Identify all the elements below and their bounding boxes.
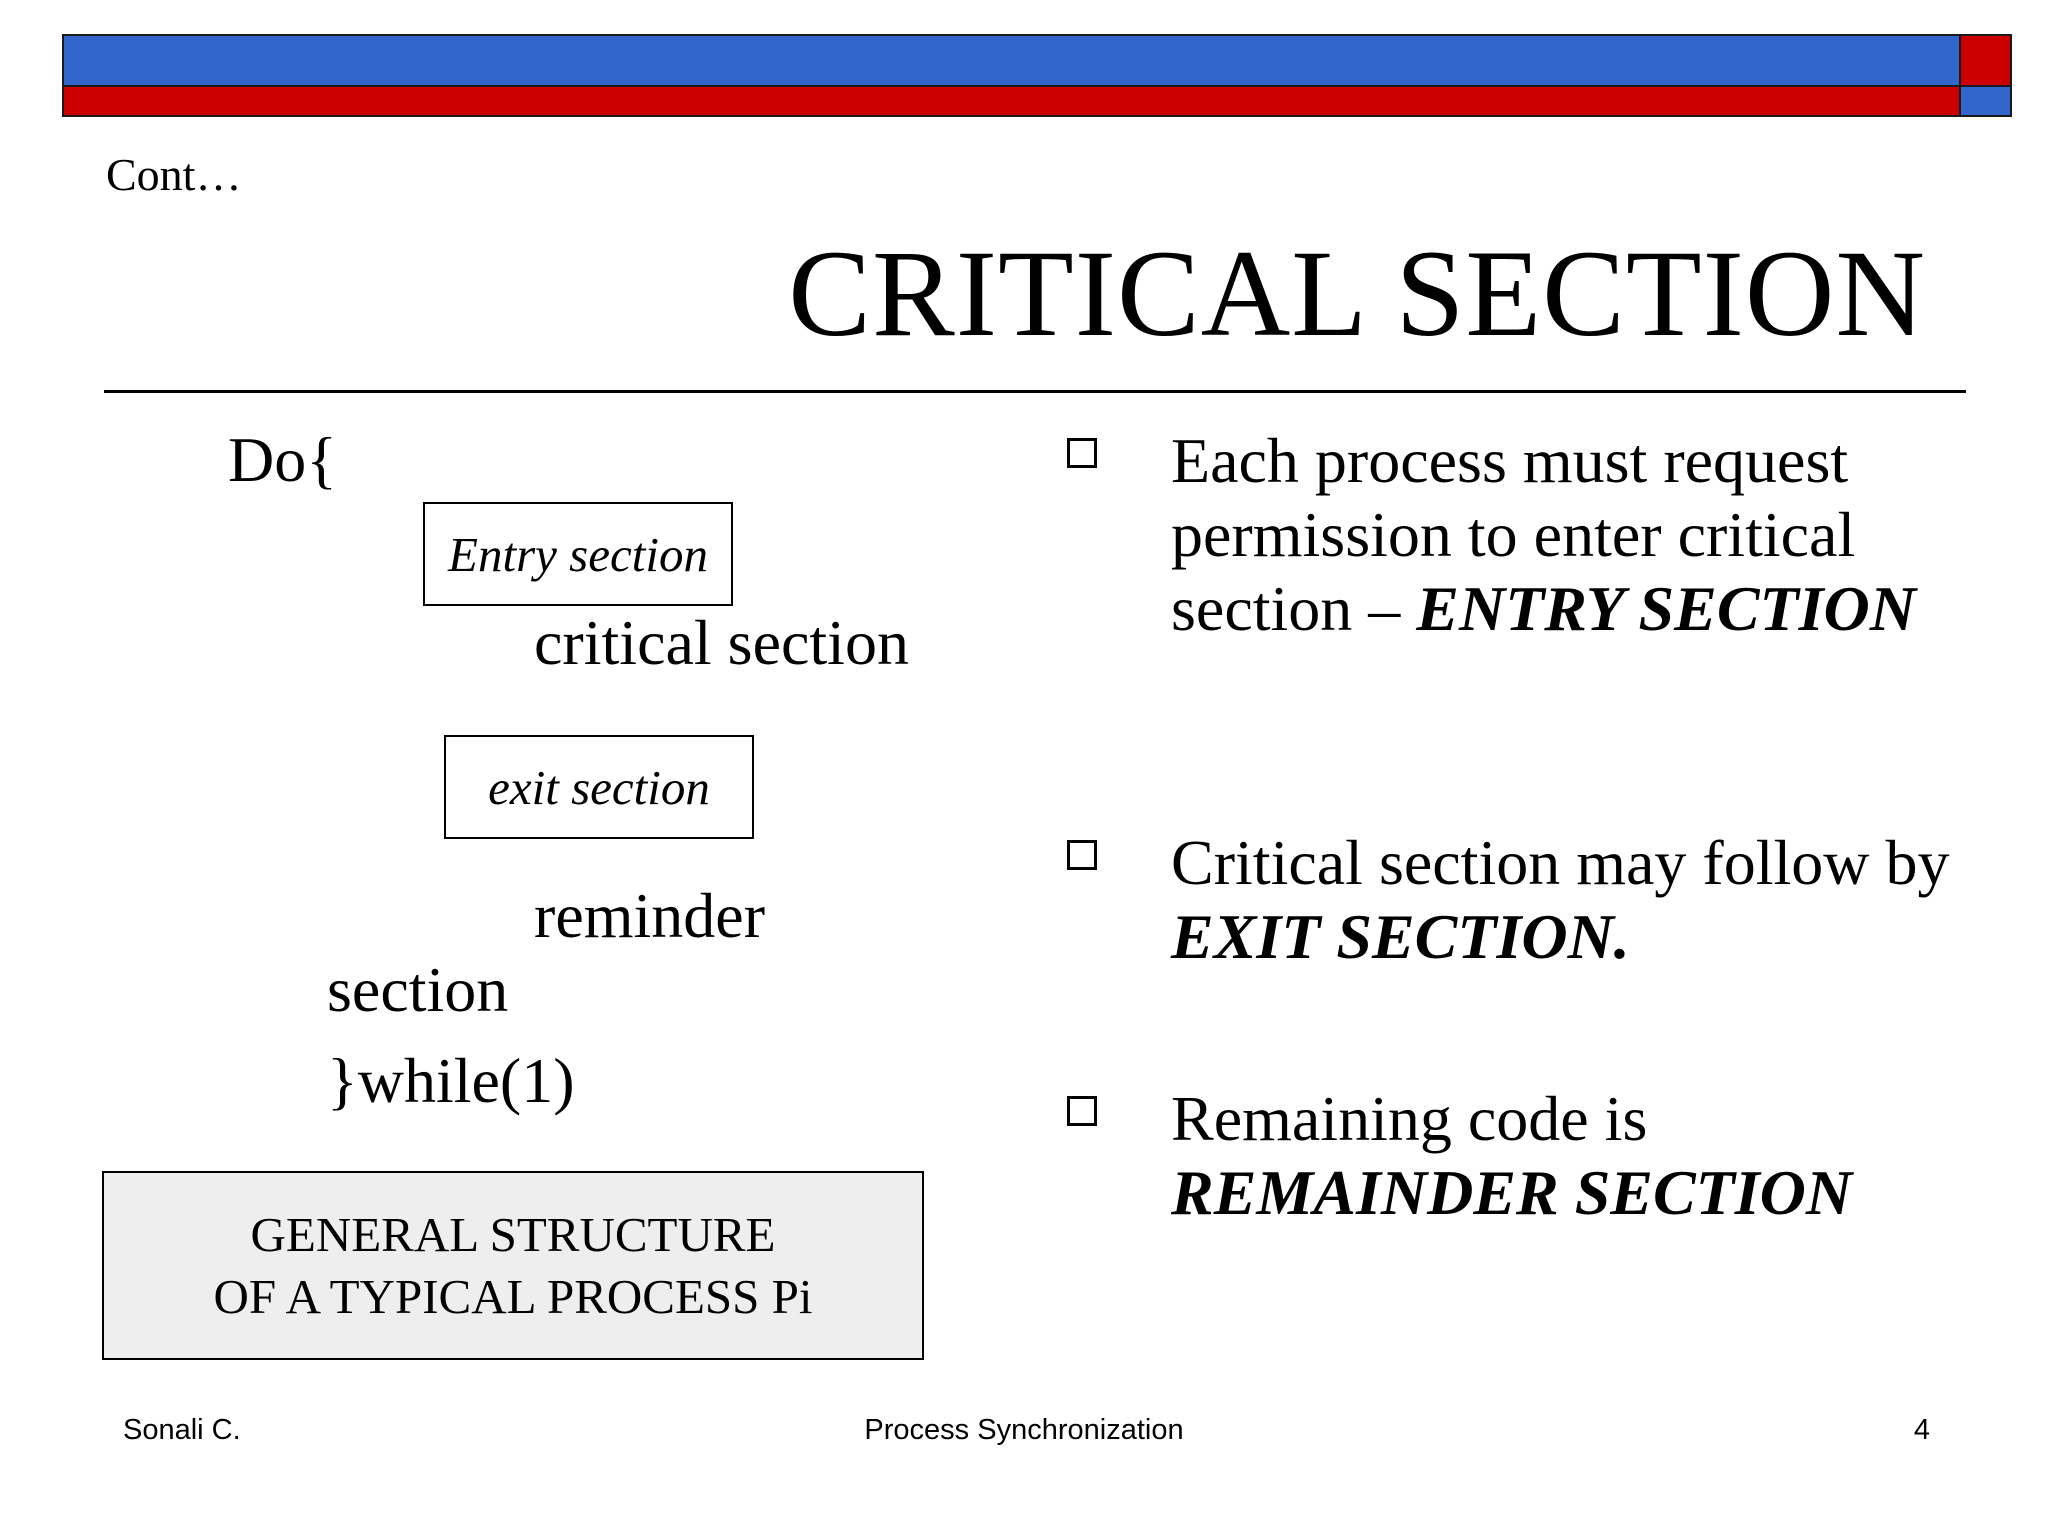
footer-author: Sonali C. xyxy=(123,1414,241,1446)
bullet-remainder-emphasis: REMAINDER SECTION xyxy=(1171,1157,1853,1228)
header-blue-square xyxy=(1959,85,2012,117)
code-reminder-section: section xyxy=(327,954,509,1025)
title-rule xyxy=(104,390,1966,393)
bullet-entry-text xyxy=(1171,424,2031,646)
caption-line-1: GENERAL STRUCTURE xyxy=(250,1206,776,1262)
exit-section-box xyxy=(444,735,754,839)
exit-section-label: exit section xyxy=(488,759,710,815)
entry-section-label: Entry section xyxy=(448,526,708,582)
entry-section-box xyxy=(423,502,733,606)
bullet-exit-text xyxy=(1171,826,2031,974)
footer-topic: Process Synchronization xyxy=(864,1414,1184,1446)
bullet-square-icon xyxy=(1067,840,1097,870)
code-do: Do{ xyxy=(228,424,337,495)
code-while: }while(1) xyxy=(327,1045,575,1116)
bullet-entry-emphasis: ENTRY SECTION xyxy=(1416,573,1916,644)
caption-line-2: OF A TYPICAL PROCESS Pi xyxy=(213,1268,813,1324)
header-red-bar xyxy=(62,85,1961,117)
structure-caption-box xyxy=(102,1171,924,1360)
header-red-square xyxy=(1959,34,2012,87)
bullet-remainder-body: Remaining code is xyxy=(1171,1083,1648,1154)
bullet-entry-body: Each process must request permission to enter critical section – xyxy=(1171,425,1856,644)
code-critical-section: critical section xyxy=(534,607,909,678)
slide-title: CRITICAL SECTION xyxy=(788,225,1926,362)
continued-label: Cont… xyxy=(106,149,242,200)
bullet-remainder-text xyxy=(1171,1082,2031,1230)
bullet-square-icon xyxy=(1067,438,1097,468)
footer-page-number: 4 xyxy=(1913,1414,1930,1446)
bullet-exit-body: Critical section may follow by xyxy=(1171,827,1950,898)
code-reminder: reminder xyxy=(534,880,765,951)
bullet-square-icon xyxy=(1067,1096,1097,1126)
bullet-exit-emphasis: EXIT SECTION. xyxy=(1171,901,1630,972)
header-blue-bar xyxy=(62,34,1961,87)
